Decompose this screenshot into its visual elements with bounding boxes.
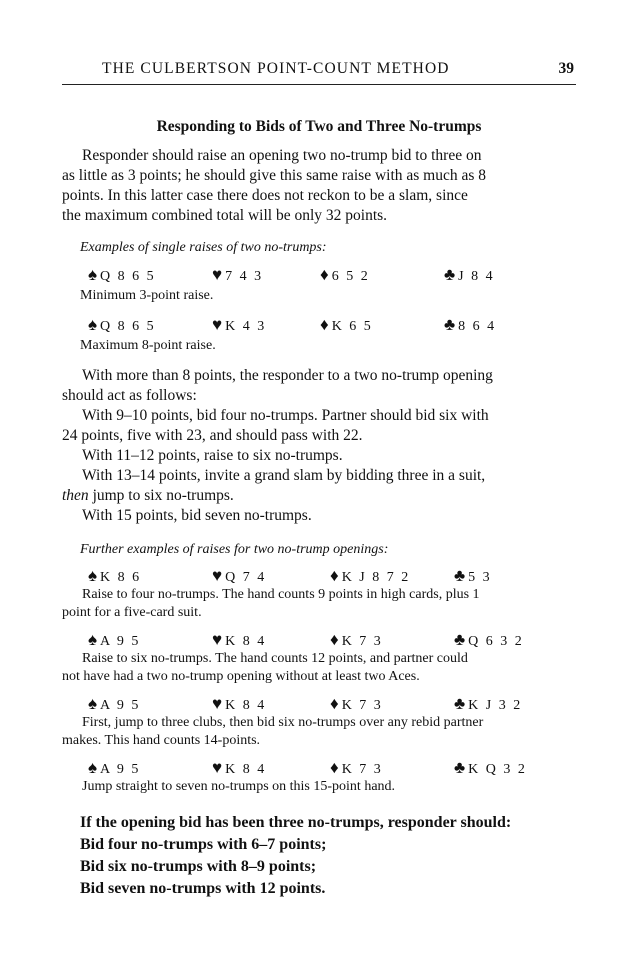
diamond-icon: ♦	[330, 566, 339, 585]
diamond-icon: ♦	[330, 694, 339, 713]
spades-holding: ♠ A 9 5	[88, 694, 141, 713]
text-line: Bid seven no-trumps with 12 points.	[80, 880, 326, 897]
text-line: Jump straight to seven no-trumps on this 15-point hand.	[82, 779, 396, 794]
hand-diagram	[62, 630, 576, 650]
heart-icon: ♥	[212, 630, 223, 649]
hand-diagram	[62, 265, 576, 285]
response-rules	[62, 406, 576, 526]
spade-icon: ♠	[88, 265, 98, 284]
text-line: Bid six no-trumps with 8–9 points;	[80, 858, 317, 875]
text-line: not have had a two no-trump opening without at least two Aces.	[62, 669, 420, 684]
clubs-holding: ♣ J 8 4	[444, 265, 495, 284]
page-number: 39	[558, 60, 574, 77]
heart-icon: ♥	[212, 315, 223, 334]
hand-diagram	[62, 566, 576, 586]
club-icon: ♣	[454, 758, 466, 777]
running-header	[62, 60, 576, 85]
text-line: Bid four no-trumps with 6–7 points;	[80, 836, 327, 853]
clubs-holding: ♣ Q 6 3 2	[454, 630, 524, 649]
diamonds-holding: ♦ K J 8 7 2	[330, 566, 411, 585]
diamonds-holding: ♦ K 7 3	[330, 630, 383, 649]
emphasis: then	[62, 487, 89, 504]
example-explanation	[62, 778, 576, 796]
spade-icon: ♠	[88, 630, 98, 649]
text-line: With more than 8 points, the responder to a two no-trump opening	[82, 367, 493, 384]
hearts-holding: ♥ Q 7 4	[212, 566, 267, 585]
club-icon: ♣	[444, 265, 456, 284]
section-title: Responding to Bids of Two and Three No-trumps	[156, 118, 482, 135]
diamonds-holding: ♦ K 7 3	[330, 758, 383, 777]
heart-icon: ♥	[212, 694, 223, 713]
rule-line: With 11–12 points, raise to six no-trumps.	[82, 447, 343, 464]
text-line: Raise to four no-trumps. The hand counts 9 points in high cards, plus 1	[82, 587, 480, 602]
hearts-holding: ♥ 7 4 3	[212, 265, 264, 284]
spades-holding: ♠ Q 8 6 5	[88, 265, 156, 284]
text-line: First, jump to three clubs, then bid six no-trumps over any rebid partner	[82, 715, 484, 730]
example-explanation	[62, 586, 576, 622]
clubs-holding: ♣ 8 6 4	[444, 315, 497, 334]
further-examples-heading: Further examples of raises for two no-trump openings:	[80, 542, 389, 557]
text-line: point for a five-card suit.	[62, 605, 202, 620]
single-raise-heading: Examples of single raises of two no-trumps:	[80, 240, 327, 255]
clubs-holding: ♣ K J 3 2	[454, 694, 523, 713]
hearts-holding: ♥ K 8 4	[212, 758, 267, 777]
hand-diagram	[62, 315, 576, 335]
spades-holding: ♠ Q 8 6 5	[88, 315, 156, 334]
diamond-icon: ♦	[320, 265, 329, 284]
diamond-icon: ♦	[330, 630, 339, 649]
text-line: If the opening bid has been three no-trumps, responder should:	[80, 814, 512, 831]
text-line: makes. This hand counts 14-points.	[62, 733, 261, 748]
spades-holding: ♠ A 9 5	[88, 630, 141, 649]
rule-line: With 13–14 points, invite a grand slam by bidding three in a suit,	[82, 467, 486, 484]
running-title: THE CULBERTSON POINT-COUNT METHOD	[102, 60, 450, 77]
diamonds-holding: ♦ K 6 5	[320, 315, 373, 334]
text-line: Responder should raise an opening two no-trump bid to three on	[82, 147, 482, 164]
more-points-paragraph	[62, 366, 576, 406]
spade-icon: ♠	[88, 566, 98, 585]
spades-holding: ♠ A 9 5	[88, 758, 141, 777]
clubs-holding: ♣ K Q 3 2	[454, 758, 527, 777]
hearts-holding: ♥ K 4 3	[212, 315, 267, 334]
diamond-icon: ♦	[320, 315, 329, 334]
three-notrump-responses	[80, 812, 511, 900]
spades-holding: ♠ K 8 6	[88, 566, 142, 585]
hand-diagram	[62, 694, 576, 714]
text-line: should act as follows:	[62, 387, 197, 404]
spade-icon: ♠	[88, 694, 98, 713]
heart-icon: ♥	[212, 566, 223, 585]
hearts-holding: ♥ K 8 4	[212, 694, 267, 713]
example-explanation	[62, 650, 576, 686]
hearts-holding: ♥ K 8 4	[212, 630, 267, 649]
spade-icon: ♠	[88, 315, 98, 334]
rule-line: 24 points, five with 23, and should pass with 22.	[62, 427, 363, 444]
text-line: the maximum combined total will be only 32 points.	[62, 207, 388, 224]
rule-line: then jump to six no-trumps.	[62, 487, 234, 504]
heart-icon: ♥	[212, 265, 223, 284]
rule-line: With 9–10 points, bid four no-trumps. Partner should bid six with	[82, 407, 489, 424]
hand-diagram	[62, 758, 576, 778]
example-caption: Minimum 3-point raise.	[80, 288, 214, 303]
club-icon: ♣	[454, 694, 466, 713]
rule-line: With 15 points, bid seven no-trumps.	[82, 507, 312, 524]
diamonds-holding: ♦ K 7 3	[330, 694, 383, 713]
intro-paragraph	[62, 146, 576, 226]
diamond-icon: ♦	[330, 758, 339, 777]
club-icon: ♣	[454, 566, 466, 585]
spade-icon: ♠	[88, 758, 98, 777]
example-explanation	[62, 714, 576, 750]
text-line: as little as 3 points; he should give this same raise with as much as 8	[62, 167, 487, 184]
text-line: Raise to six no-trumps. The hand counts 12 points, and partner could	[82, 651, 468, 666]
text-line: points. In this latter case there does not reckon to be a slam, since	[62, 187, 468, 204]
club-icon: ♣	[444, 315, 456, 334]
example-caption: Maximum 8-point raise.	[80, 338, 216, 353]
heart-icon: ♥	[212, 758, 223, 777]
club-icon: ♣	[454, 630, 466, 649]
diamonds-holding: ♦ 6 5 2	[320, 265, 370, 284]
clubs-holding: ♣ 5 3	[454, 566, 492, 585]
